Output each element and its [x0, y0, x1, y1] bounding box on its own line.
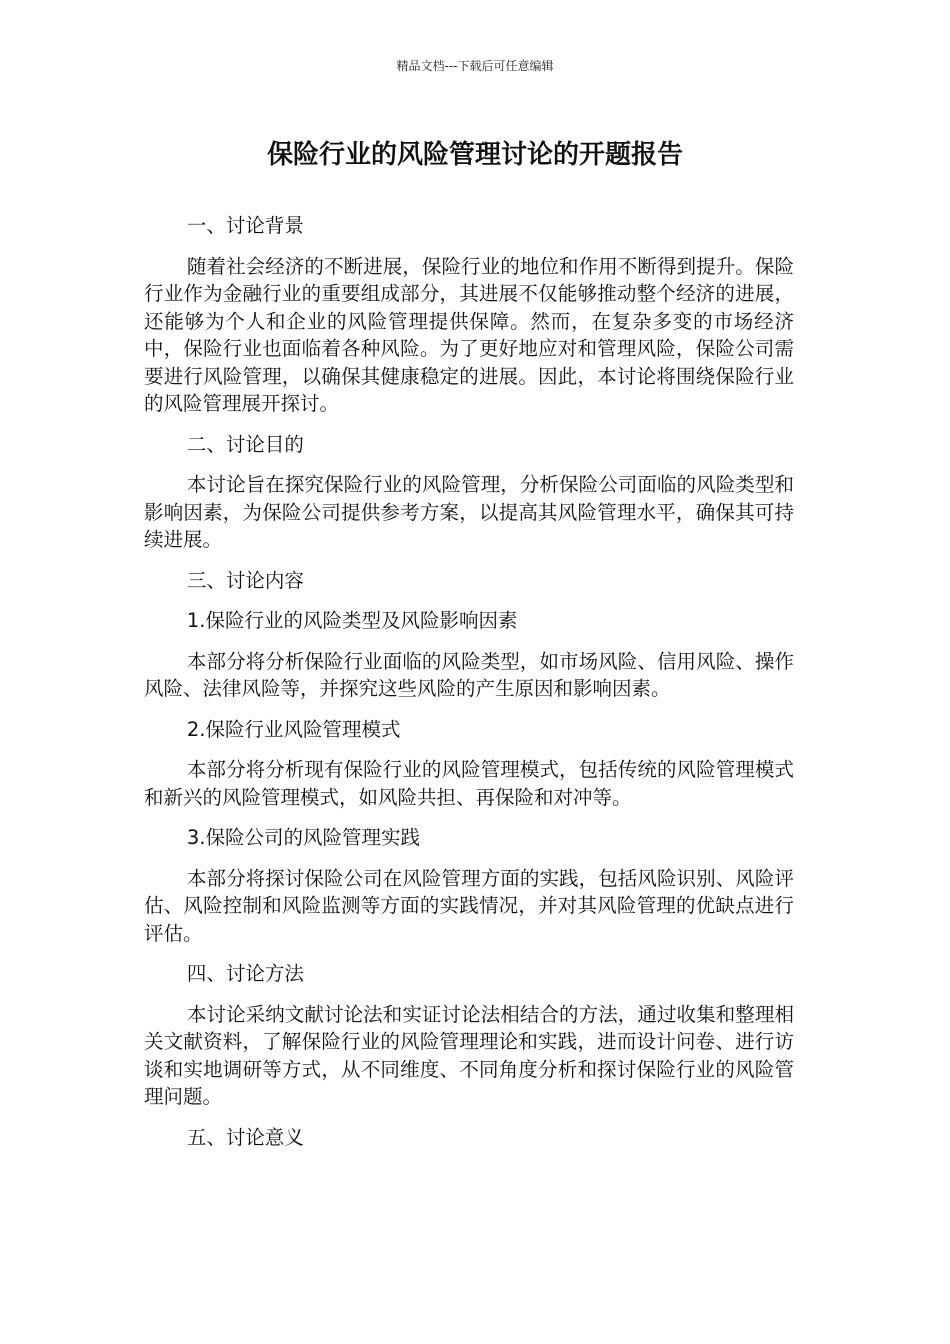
paragraph-management-models: 本部分将分析现有保险行业的风险管理模式，包括传统的风险管理模式和新兴的风险管理模式，如风险共担、再保险和对冲等。: [144, 758, 794, 809]
section-heading-purpose: 二、讨论目的: [186, 432, 304, 456]
document-title: 保险行业的风险管理讨论的开题报告: [266, 140, 683, 170]
paragraph-methods: 本讨论采纳文献讨论法和实证讨论法相结合的方法，通过收集和整理相关文献资料，了解保险行业的风险管理理论和实践，进而设计问卷、进行访谈和实地调研等方式，从不同维度、不同角度分析和探讨保险行业的风险管理问题。: [144, 1002, 794, 1108]
section-heading-content: 三、讨论内容: [186, 568, 304, 592]
section-heading-background: 一、讨论背景: [186, 214, 304, 237]
paragraph-background: 随着社会经济的不断进展，保险行业的地位和作用不断得到提升。保险行业作为金融行业的重要组成部分，其进展不仅能够推动整个经济的进展，还能够为个人和企业的风险管理提供保障。然而，在复杂多变的市场经济中，保险行业也面临着各种风险。为了更好地应对和管理风险，保险公司需要进行风险管理，以确保其健康稳定的进展。因此，本讨论将围绕保险行业的风险管理展开探讨。: [144, 254, 794, 415]
subsection-heading-risk-types: 1.保险行业的风险类型及风险影响因素: [186, 609, 518, 632]
section-heading-significance: 五、讨论意义: [186, 1125, 304, 1149]
paragraph-purpose: 本讨论旨在探究保险行业的风险管理，分析保险公司面临的风险类型和影响因素，为保险公司提供参考方案，以提高其风险管理水平，确保其可持续进展。: [144, 473, 794, 551]
paragraph-practice: 本部分将探讨保险公司在风险管理方面的实践，包括风险识别、风险评估、风险控制和风险监测等方面的实践情况，并对其风险管理的优缺点进行评估。: [144, 866, 794, 945]
page-header: 精品文档---下载后可任意编辑: [396, 59, 554, 73]
section-heading-methods: 四、讨论方法: [186, 962, 304, 985]
subsection-heading-management-models: 2.保险行业风险管理模式: [186, 717, 401, 741]
subsection-heading-practice: 3.保险公司的风险管理实践: [186, 826, 420, 849]
document-body: [144, 212, 794, 1164]
paragraph-risk-types: 本部分将分析保险行业面临的风险类型，如市场风险、信用风险、操作风险、法律风险等，并探究这些风险的产生原因和影响因素。: [144, 649, 794, 700]
